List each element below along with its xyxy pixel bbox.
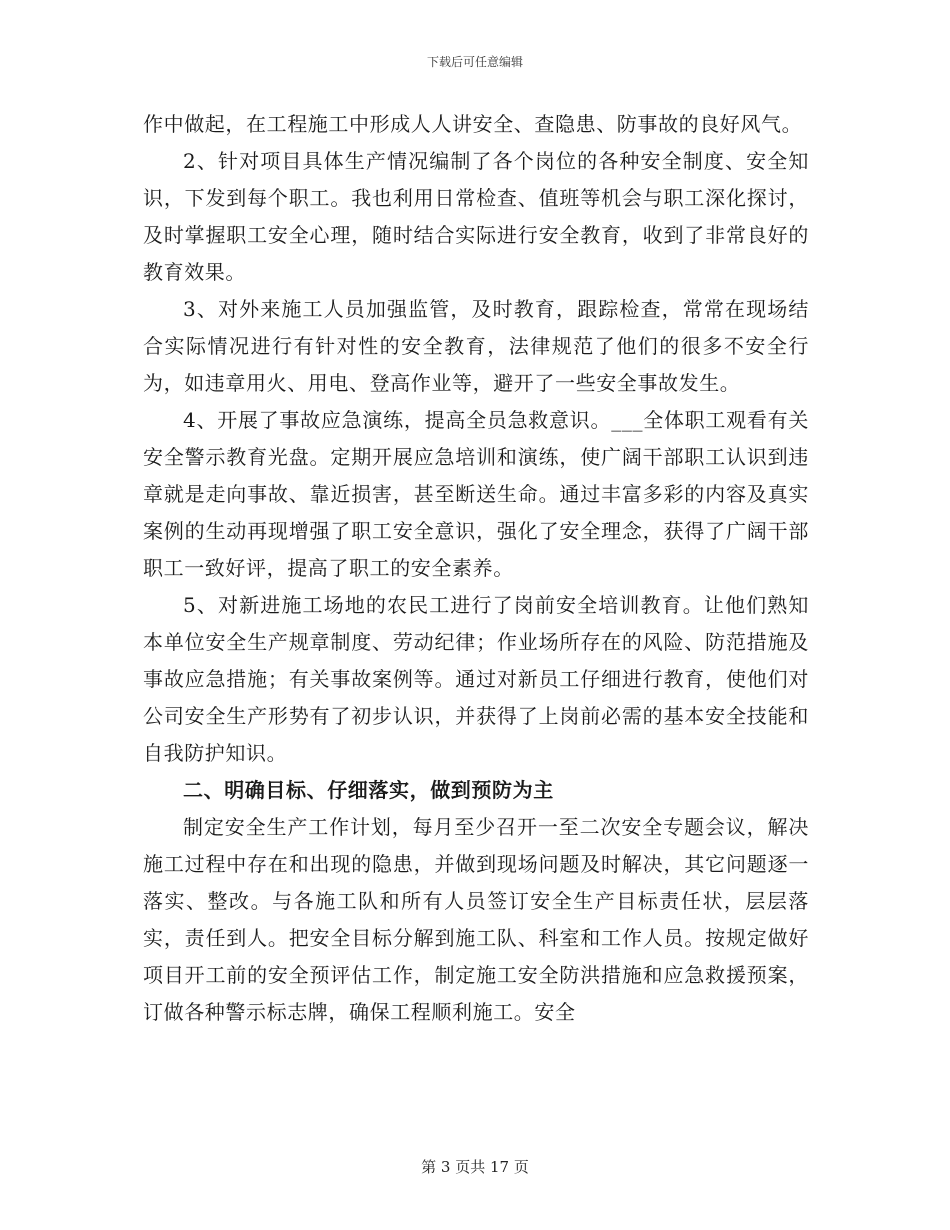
paragraph-item-5: 5、对新进施工场地的农民工进行了岗前安全培训教育。让他们熟知本单位安全生产规章制度、劳动纪律；作业场所存在的风险、防范措施及事故应急措施；有关事故案例等。通过对新员工仔细进行教育，使他们对公司安全生产形势有了初步认识，并获得了上岗前必需的基本安全技能和自我防护知识。 [143, 593, 809, 765]
page-number-footer: 第 3 页共 17 页 [421, 1158, 529, 1176]
page-header: 下载后可任意编辑 [426, 55, 523, 69]
paragraph-continuation: 作中做起，在工程施工中形成人人讲安全、查隐患、防事故的良好风气。 [143, 112, 803, 136]
paragraph-item-2: 2、针对项目具体生产情况编制了各个岗位的各种安全制度、安全知识，下发到每个职工。我也利用日常检查、值班等机会与职工深化探讨，及时掌握职工安全心理，随时结合实际进行安全教育，收到了非常良好的教育效果。 [143, 149, 809, 284]
paragraph-section-body: 制定安全生产工作计划，每月至少召开一至二次安全专题会议，解决施工过程中存在和出现的隐患，并做到现场问题及时解决，其它问题逐一落实、整改。与各施工队和所有人员签订安全生产目标责任状，层层落实，责任到人。把安全目标分解到施工队、科室和工作人员。按规定做好项目开工前的安全预评估工作，制定施工安全防洪措施和应急救援预案，订做各种警示标志牌，确保工程顺利施工。安全 [143, 815, 809, 1024]
paragraph-item-4: 4、开展了事故应急演练，提高全员急救意识。___全体职工观看有关安全警示教育光盘。定期开展应急培训和演练，使广阔干部职工认识到违章就是走向事故、靠近损害，甚至断送生命。通过丰富多彩的内容及真实案例的生动再现增强了职工安全意识，强化了安全理念，获得了广阔干部职工一致好评，提高了职工的安全素养。 [143, 408, 809, 580]
paragraph-item-3: 3、对外来施工人员加强监管，及时教育，跟踪检查，常常在现场结合实际情况进行有针对性的安全教育，法律规范了他们的很多不安全行为，如违章用火、用电、登高作业等，避开了一些安全事故发生。 [143, 297, 809, 395]
section-heading: 二、明确目标、仔细落实，做到预防为主 [183, 778, 554, 802]
document-body [143, 106, 809, 1031]
